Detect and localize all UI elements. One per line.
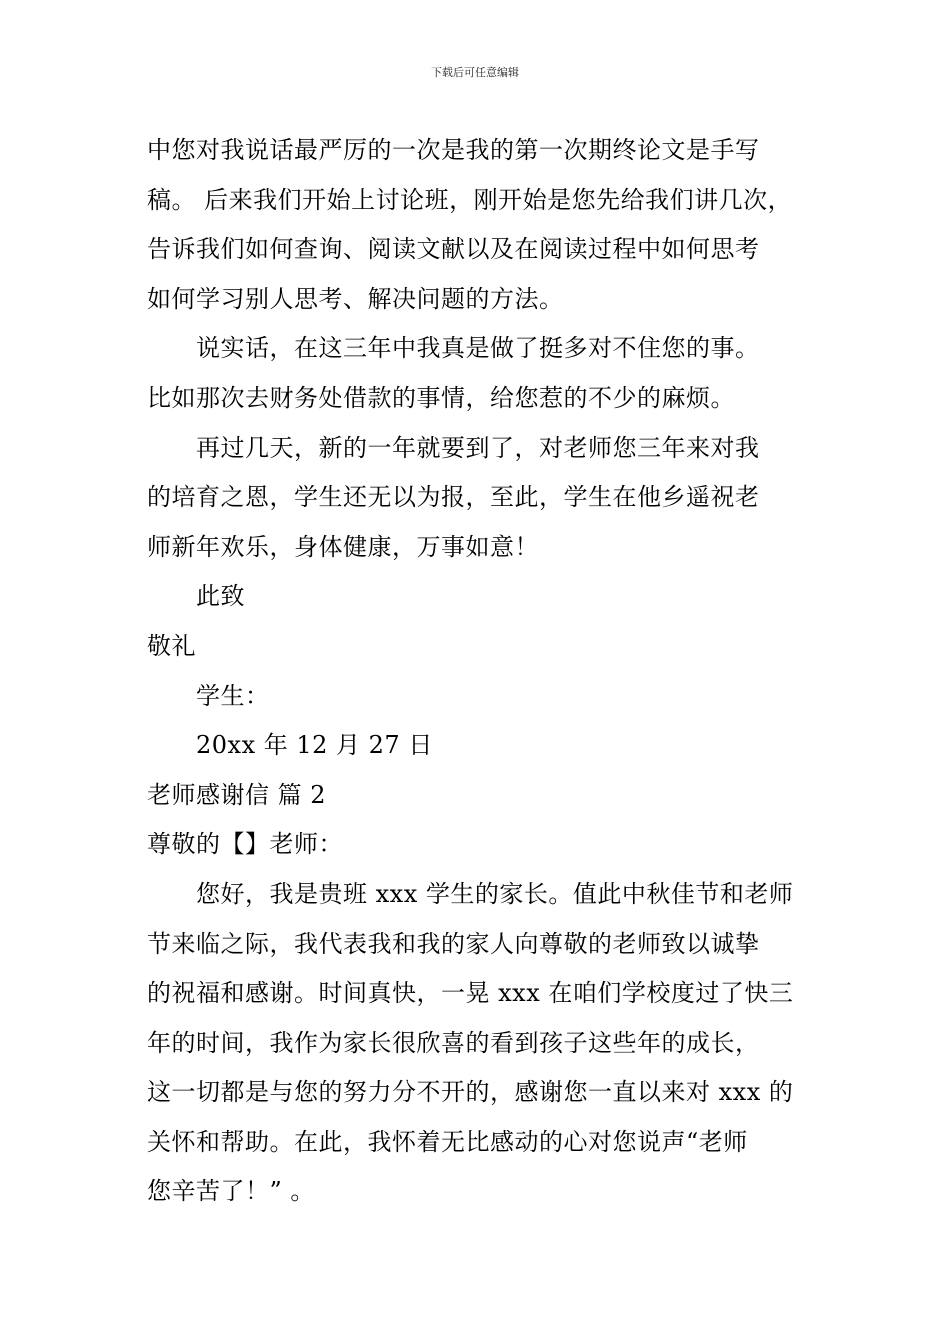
text-line: 师新年欢乐，身体健康，万事如意！ — [147, 532, 539, 561]
section-title: 老师感谢信 篇 2 — [147, 780, 327, 809]
text-line: 的培育之恩，学生还无以为报，至此，学生在他乡遥祝老 — [147, 483, 760, 512]
text-line: 节来临之际，我代表我和我的家人向尊敬的老师致以诚挚 — [147, 929, 760, 958]
text-line: 稿。 后来我们开始上讨论班，刚开始是您先给我们讲几次， — [147, 185, 793, 214]
letter-body — [147, 126, 807, 1217]
text-line: 告诉我们如何查询、阅读文献以及在阅读过程中如何思考 — [147, 235, 760, 264]
text-line: 如何学习别人思考、解决问题的方法。 — [147, 284, 564, 313]
text-line: 比如那次去财务处借款的事情，给您惹的不少的麻烦。 — [147, 383, 735, 412]
paragraph-start: 您好，我是贵班 xxx 学生的家长。值此中秋佳节和老师 — [196, 879, 794, 908]
closing-phrase: 此致 — [196, 582, 245, 611]
signature-label: 学生： — [196, 681, 270, 710]
text-line: 的祝福和感谢。时间真快，一晃 xxx 在咱们学校度过了快三 — [147, 979, 794, 1008]
text-line: 关怀和帮助。在此，我怀着无比感动的心对您说声“老师 — [147, 1127, 748, 1156]
letter-date: 20xx 年 12 月 27 日 — [196, 731, 433, 760]
text-line: 您辛苦了！” 。 — [147, 1177, 315, 1206]
paragraph-start: 再过几天，新的一年就要到了，对老师您三年来对我 — [196, 433, 760, 462]
letter-greeting: 尊敬的【】老师： — [147, 830, 343, 859]
text-line: 年的时间，我作为家长很欣喜的看到孩子这些年的成长， — [147, 1028, 760, 1057]
download-note: 下载后可任意编辑 — [431, 66, 519, 79]
paragraph-start: 说实话，在这三年中我真是做了挺多对不住您的事。 — [196, 334, 760, 363]
text-line: 中您对我说话最严厉的一次是我的第一次期终论文是手写 — [147, 136, 760, 164]
text-line: 这一切都是与您的努力分不开的，感谢您一直以来对 xxx 的 — [147, 1078, 794, 1107]
salutation-closing: 敬礼 — [147, 631, 196, 660]
